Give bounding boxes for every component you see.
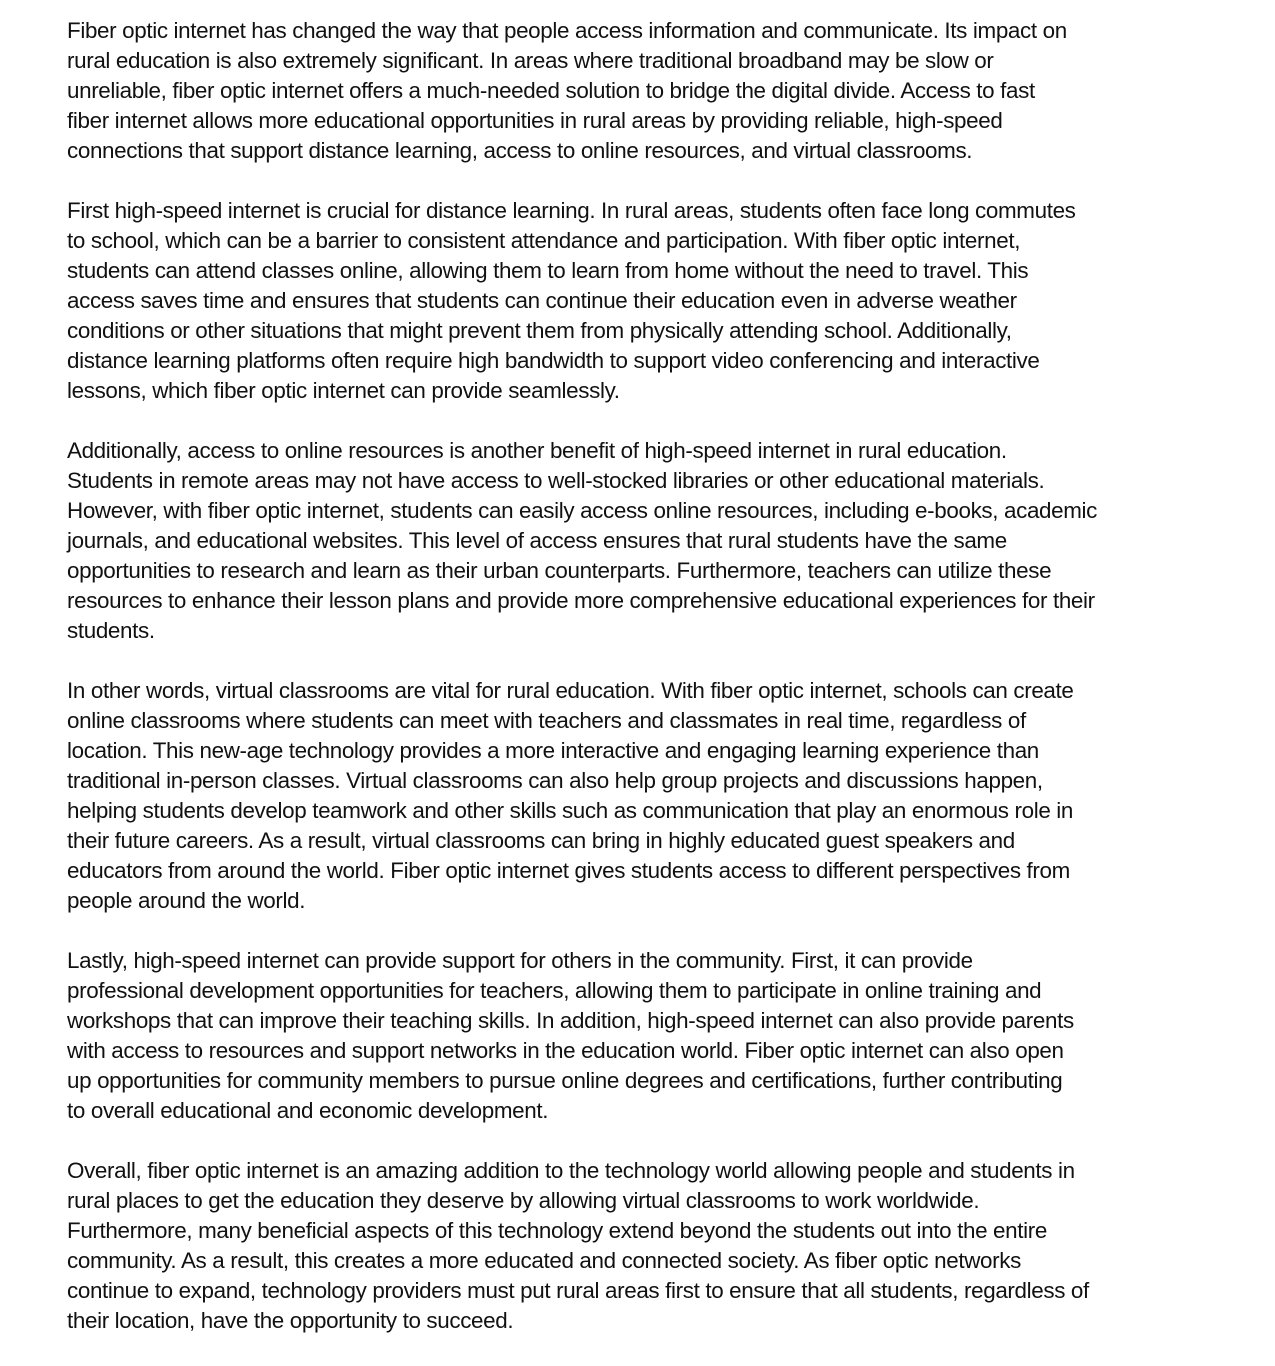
text-line: opportunities to research and learn as their urban counterparts. Furthermore, teachers can utilize these (67, 558, 1052, 583)
text-line: rural places to get the education they deserve by allowing virtual classrooms to work worldwide. (67, 1188, 980, 1213)
text-line: up opportunities for community members to pursue online degrees and certifications, further contributing (67, 1068, 1063, 1093)
paragraph (67, 1156, 1267, 1336)
document-body (67, 16, 1267, 1366)
text-line: community. As a result, this creates a more educated and connected society. As fiber optic networks (67, 1248, 1021, 1273)
text-line: online classrooms where students can meet with teachers and classmates in real time, regardless of (67, 708, 1026, 733)
paragraph (67, 946, 1267, 1126)
paragraph (67, 196, 1267, 406)
text-line: professional development opportunities for teachers, allowing them to participate in online training and (67, 978, 1042, 1003)
text-line: First high-speed internet is crucial for distance learning. In rural areas, students often face long commutes (67, 198, 1076, 223)
text-line: educators from around the world. Fiber optic internet gives students access to different perspectives from (67, 858, 1070, 883)
text-line: Fiber optic internet has changed the way that people access information and communicate. Its impact on (67, 18, 1067, 43)
paragraph (67, 16, 1267, 166)
text-line: Lastly, high-speed internet can provide support for others in the community. First, it can provide (67, 948, 973, 973)
text-line: workshops that can improve their teaching skills. In addition, high-speed internet can also provide parents (67, 1008, 1074, 1033)
text-line: Students in remote areas may not have access to well-stocked libraries or other educational materials. (67, 468, 1045, 493)
text-line: lessons, which fiber optic internet can provide seamlessly. (67, 378, 620, 403)
text-line: Additionally, access to online resources is another benefit of high-speed internet in rural education. (67, 438, 1007, 463)
text-line: Overall, fiber optic internet is an amazing addition to the technology world allowing people and students in (67, 1158, 1075, 1183)
text-line: conditions or other situations that might prevent them from physically attending school. Additionally, (67, 318, 1012, 343)
text-line: people around the world. (67, 888, 306, 913)
text-line: helping students develop teamwork and other skills such as communication that play an enormous role in (67, 798, 1074, 823)
paragraph (67, 676, 1267, 916)
text-line: access saves time and ensures that students can continue their education even in adverse weather (67, 288, 1017, 313)
text-line: their future careers. As a result, virtual classrooms can bring in highly educated guest speakers and (67, 828, 1015, 853)
text-line: to school, which can be a barrier to consistent attendance and participation. With fiber optic internet, (67, 228, 1021, 253)
text-line: location. This new-age technology provides a more interactive and engaging learning experience than (67, 738, 1039, 763)
text-line: fiber internet allows more educational opportunities in rural areas by providing reliable, high-speed (67, 108, 1003, 133)
text-line: rural education is also extremely significant. In areas where traditional broadband may be slow or (67, 48, 994, 73)
text-line: their location, have the opportunity to succeed. (67, 1308, 514, 1333)
text-line: traditional in-person classes. Virtual classrooms can also help group projects and discussions happen, (67, 768, 1043, 793)
paragraph (67, 436, 1267, 646)
text-line: unreliable, fiber optic internet offers a much-needed solution to bridge the digital divide. Access to fast (67, 78, 1035, 103)
text-line: to overall educational and economic development. (67, 1098, 549, 1123)
text-line: Furthermore, many beneficial aspects of this technology extend beyond the students out into the entire (67, 1218, 1047, 1243)
text-line: continue to expand, technology providers must put rural areas first to ensure that all students, regardless of (67, 1278, 1089, 1303)
text-line: connections that support distance learning, access to online resources, and virtual classrooms. (67, 138, 973, 163)
text-line: students. (67, 618, 155, 643)
text-line: distance learning platforms often require high bandwidth to support video conferencing and interactive (67, 348, 1040, 373)
text-line: In other words, virtual classrooms are vital for rural education. With fiber optic internet, schools can create (67, 678, 1074, 703)
text-line: resources to enhance their lesson plans and provide more comprehensive educational experiences for their (67, 588, 1095, 613)
text-line: with access to resources and support networks in the education world. Fiber optic internet can also open (67, 1038, 1064, 1063)
text-line: journals, and educational websites. This level of access ensures that rural students have the same (67, 528, 1007, 553)
text-line: students can attend classes online, allowing them to learn from home without the need to travel. This (67, 258, 1029, 283)
text-line: However, with fiber optic internet, students can easily access online resources, including e-books, academic (67, 498, 1098, 523)
